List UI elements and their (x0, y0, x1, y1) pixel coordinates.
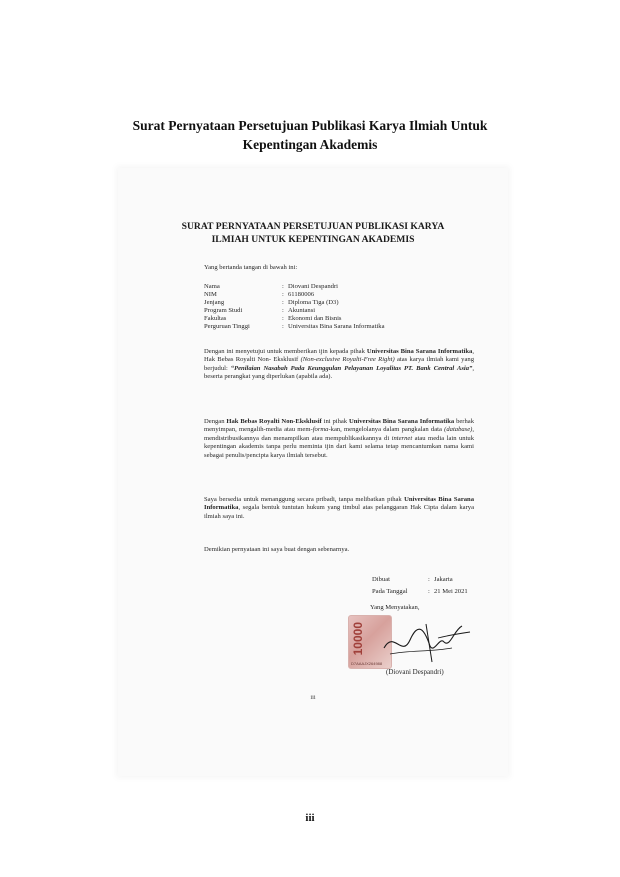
field-value: Akuntansi (288, 307, 316, 315)
page-heading (40, 116, 580, 154)
place-value: Jakarta (434, 576, 453, 583)
field-row: Perguruan Tinggi : Universitas Bina Sarana Informatika (204, 323, 385, 331)
field-label: Fakultas (204, 315, 227, 323)
field-value: Universitas Bina Sarana Informatika (288, 323, 385, 331)
field-row: Program Studi : Akuntansi (204, 307, 316, 315)
field-label: NIM (204, 291, 217, 299)
date-value: 21 Mei 2021 (434, 588, 468, 595)
page-heading-line1: Surat Pernyataan Persetujuan Publikasi Karya Ilmiah Untuk (132, 118, 488, 133)
letter-title (118, 220, 508, 246)
field-label: Perguruan Tinggi (204, 323, 250, 331)
signer-name: (Diovani Despandri) (386, 668, 444, 676)
place-label: Dibuat (372, 576, 390, 583)
page-number: iii (305, 812, 315, 824)
consent-paragraph: Dengan ini menyetujui untuk memberikan ijin kepada pihak Universitas Bina Sarana Informatika, Hak Bebas Royalti Non- Eksklusif (Non-exclusive Royalti-Free Right) atas karya ilmiah kami yang berjudul: “Penilaian Nasabah Pada Keunggulan Pelayanan Loyalitas PT. Bank Central Asia”, beserta perangkat yang diperlukan (apabila ada). (204, 348, 474, 381)
page-heading-line2: Kepentingan Akademis (242, 137, 378, 152)
handwritten-signature (380, 618, 476, 668)
field-label: Jenjang (204, 299, 225, 307)
field-label: Program Studi (204, 307, 243, 315)
rights-paragraph: Dengan Hak Bebas Royalti Non-Eksklusif ini pihak Universitas Bina Sarana Informatika berhak menyimpan, mengalih-media atau mem-forma-kan, mengelolanya dalam pangkalan data (database), mendistribusikannya dan menampilkan atau mempublikasikannya di internet atau media lain untuk kepentingan akademis tanpa perlu meminta ijin dari kami selama tetap mencantumkan nama kami sebagai penulis/pencipta karya ilmiah tersebut. (204, 418, 475, 459)
date-label: Pada Tanggal (372, 588, 408, 595)
letter-title-line2: ILMIAH UNTUK KEPENTINGAN AKADEMIS (211, 234, 415, 245)
field-value: 61180006 (288, 291, 315, 299)
field-value: Diovani Despandri (288, 283, 338, 290)
stamp-amount: 10000 (351, 622, 365, 656)
place-date-block: Dibuat : Jakarta Pada Tanggal : 21 Mei 2021 (372, 574, 468, 598)
scanned-letter (118, 168, 508, 776)
identity-fields (204, 283, 385, 332)
scan-page-number: iii (310, 694, 316, 701)
field-row: NIM : 61180006 (204, 291, 315, 299)
field-row: Jenjang : Diploma Tiga (D3) (204, 299, 339, 307)
liability-paragraph: Saya bersedia untuk menanggung secara pribadi, tanpa melibatkan pihak Universitas Bina Sarana Informatika, segala bentuk tuntutan hukum yang timbul atas pelanggaran Hak Cipta dalam karya ilmiah saya ini. (204, 496, 475, 520)
field-row: Nama : Diovani Despandri (204, 283, 338, 290)
field-value: Ekonomi dan Bisnis (288, 315, 342, 323)
field-value: Diploma Tiga (D3) (288, 299, 339, 307)
letter-title-line1: SURAT PERNYATAAN PERSETUJUAN PUBLIKASI KARYA (181, 221, 445, 232)
signatory-greeting: Yang Menyatakan, (370, 604, 420, 611)
field-row: Fakultas : Ekonomi dan Bisnis (204, 315, 342, 323)
stamp-code: D7AAAJX264988 (351, 661, 383, 666)
intro-text: Yang bertanda tangan di bawah ini: (204, 264, 298, 271)
field-label: Nama (204, 283, 220, 290)
closing-statement: Demikian pernyataan ini saya buat dengan sebenarnya. (204, 546, 350, 553)
